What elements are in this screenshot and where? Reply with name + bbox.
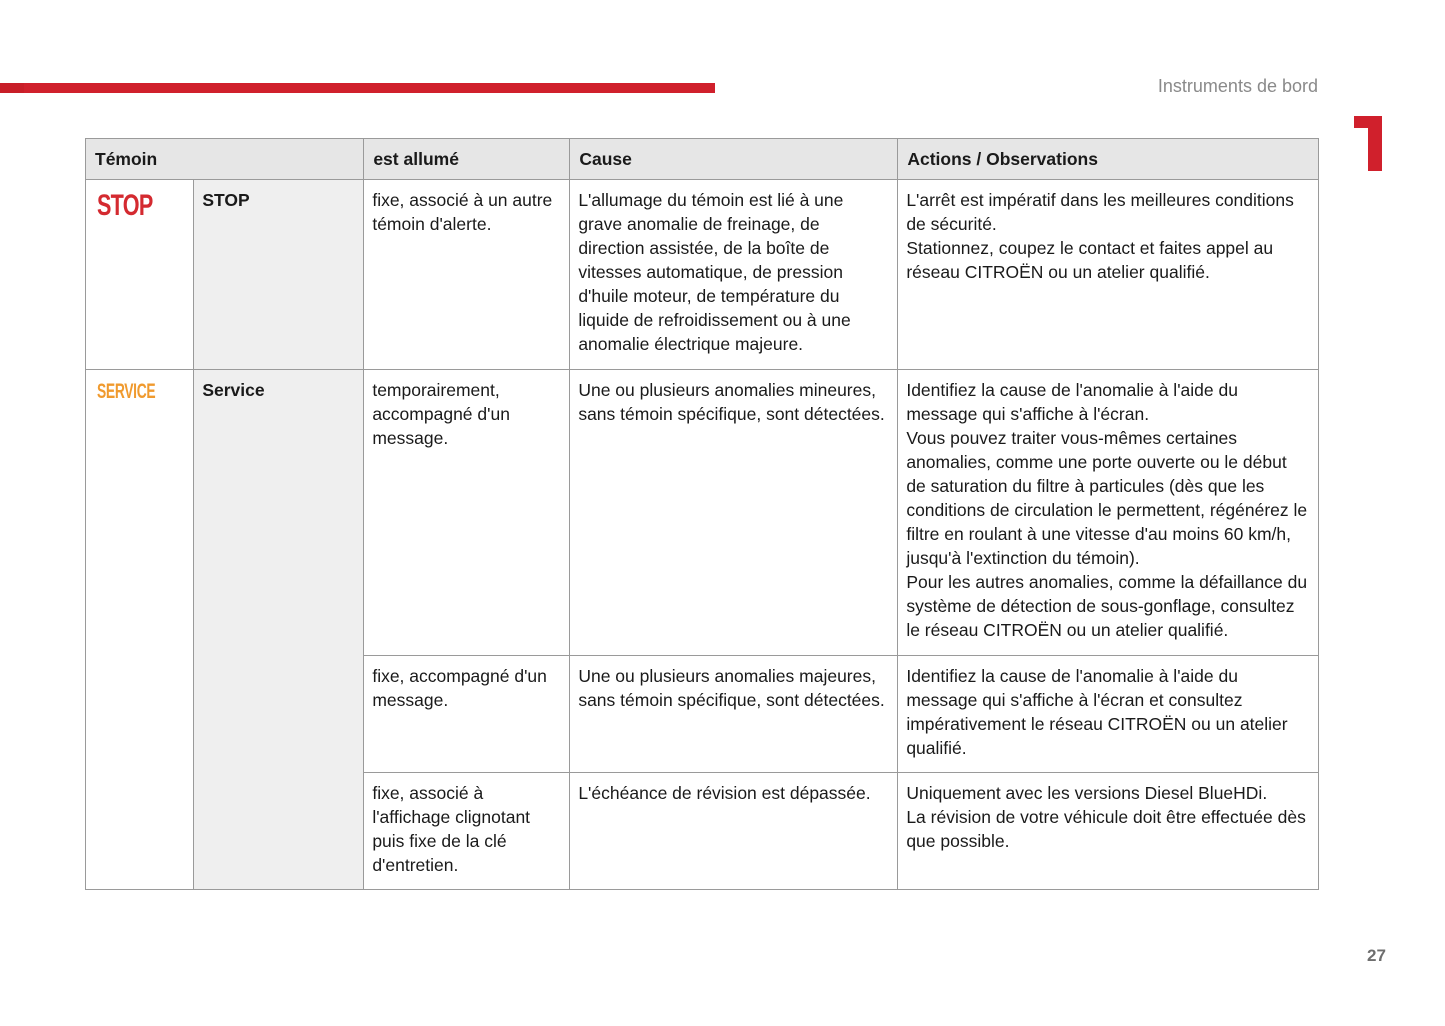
chapter-number-glyph	[1354, 116, 1382, 171]
action-line: L'arrêt est impératif dans les meilleures conditions de sécurité.	[906, 190, 1294, 234]
indicator-name: STOP	[194, 180, 364, 370]
section-title: Instruments de bord	[1157, 76, 1318, 96]
table-row-stop	[86, 180, 1319, 370]
cause-text: Une ou plusieurs anomalies mineures, sans témoin spécifique, sont détectées.	[570, 370, 898, 656]
action-line: La révision de votre véhicule doit être effectuée dès que possible.	[906, 807, 1306, 851]
column-header-est-allume: est allumé	[364, 139, 570, 180]
action-line: Identifiez la cause de l'anomalie à l'aide du message qui s'affiche à l'écran et consultez impérativement le réseau CITROËN ou un atelier qualifié.	[906, 666, 1288, 758]
actions-text	[898, 370, 1319, 656]
action-line: Stationnez, coupez le contact et faites appel au réseau CITROËN ou un atelier qualifié.	[906, 238, 1274, 282]
action-line: Pour les autres anomalies, comme la défaillance du système de détection de sous-gonflage, consultez le réseau CITROËN ou un atelier qualifié.	[906, 572, 1308, 640]
actions-text	[898, 773, 1319, 890]
cause-text: L'allumage du témoin est lié à une grave anomalie de freinage, de direction assistée, de la boîte de vitesses automatique, de pression d'huile moteur, de température du liquide de refroidissement ou à une anomalie électrique majeure.	[570, 180, 898, 370]
table-header-row	[86, 139, 1319, 180]
lit-condition: temporairement, accompagné d'un message.	[364, 370, 570, 656]
table-row-service-temporary	[86, 370, 1319, 656]
action-line: Identifiez la cause de l'anomalie à l'aide du message qui s'affiche à l'écran.	[906, 380, 1238, 424]
actions-text	[898, 656, 1319, 773]
column-header-cause: Cause	[570, 139, 898, 180]
page-number: 27	[1367, 946, 1386, 965]
column-header-actions: Actions / Observations	[898, 139, 1319, 180]
service-indicator-cell	[86, 370, 194, 890]
warning-lights-table	[85, 138, 1319, 890]
service-warning-icon: SERVICE	[97, 380, 156, 403]
indicator-name: Service	[194, 370, 364, 890]
stop-warning-icon: STOP	[97, 189, 153, 222]
header-accent-bar	[0, 83, 715, 93]
cause-text: L'échéance de révision est dépassée.	[570, 773, 898, 890]
actions-text	[898, 180, 1319, 370]
action-line: Vous pouvez traiter vous-mêmes certaines anomalies, comme une porte ouverte ou le début de saturation du filtre à particules (dès que les conditions de circulation le permettent, régénérez le filtre en roulant à une vitesse d'au moins 60 km/h, jusqu'à l'extinction du témoin).	[906, 428, 1308, 568]
lit-condition: fixe, accompagné d'un message.	[364, 656, 570, 773]
lit-condition: fixe, associé à l'affichage clignotant puis fixe de la clé d'entretien.	[364, 773, 570, 890]
action-line: Uniquement avec les versions Diesel BlueHDi.	[906, 783, 1268, 803]
cause-text: Une ou plusieurs anomalies majeures, sans témoin spécifique, sont détectées.	[570, 656, 898, 773]
stop-indicator-cell	[86, 180, 194, 370]
column-header-temoin: Témoin	[86, 139, 364, 180]
lit-condition: fixe, associé à un autre témoin d'alerte.	[364, 180, 570, 370]
